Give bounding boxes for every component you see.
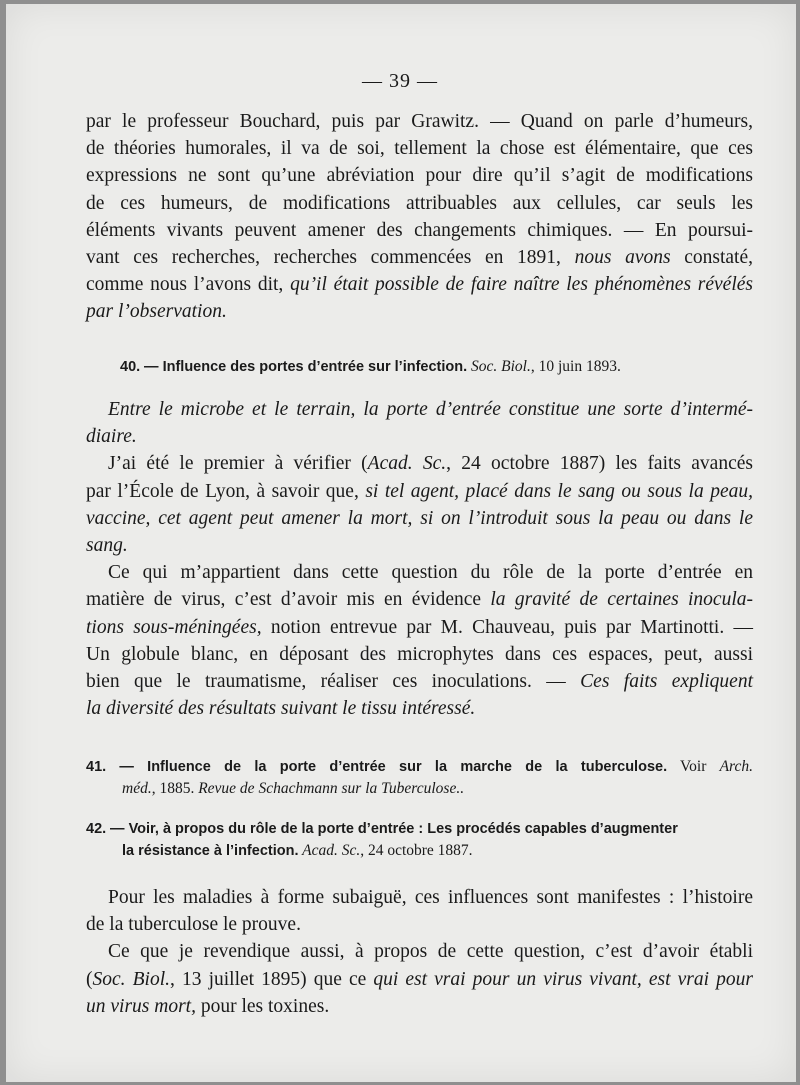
text-line: par le professeur Bouchard, puis par Grawitz. — Quand on parle d’humeurs, <box>86 111 753 132</box>
text-line: Ce qui m’appartient dans cette question du rôle de la porte d’entrée en <box>108 562 753 584</box>
text-line: comme nous l’avons dit, qu’il était possible de faire naître les phénomènes révélés <box>86 274 753 296</box>
text-line: éléments vivants peuvent amener des changements chimiques. — En poursui- <box>86 219 753 241</box>
paragraph-final <box>86 884 753 1020</box>
entry-title: — Influence des portes d’entrée sur l’infection. <box>144 359 468 375</box>
text-line: Pour les maladies à forme subaiguë, ces influences sont manifestes : l’histoire <box>108 887 753 908</box>
text-line: la diversité des résultats suivant le tissu intéressé. <box>86 698 476 720</box>
entry-42: 42. — Voir, à propos du rôle de la porte d’entrée : Les procédés capables d’augmenter la résistance à l’infection. Acad. Sc., 24 octobre 1887. <box>86 821 678 859</box>
entry-40-heading: 40. — Influence des portes d’entrée sur l’infection. Soc. Biol., 10 juin 1893. <box>120 358 621 375</box>
entry-title: — Influence de la porte d’entrée sur la marche de la tuberculose. <box>119 759 668 775</box>
entry-40-body <box>86 396 753 722</box>
entry-number: 40. <box>120 359 141 375</box>
entry-number: 42. <box>86 821 107 837</box>
entry-number: 41. <box>86 759 107 775</box>
text-line: Un globule blanc, en déposant des microphytes dans ces espaces, peut, aussi <box>86 643 753 665</box>
text-line: vant ces recherches, recherches commencées en 1891, nous avons constaté, <box>86 246 753 268</box>
entry-title: — Voir, à propos du rôle de la porte d’entrée : Les procédés capables d’augmenter <box>110 821 678 837</box>
text-line: par l’observation. <box>86 301 227 323</box>
text-line: de théories humorales, il va de soi, tellement la chose est élémentaire, que ces <box>86 138 753 160</box>
text-line: vaccine, cet agent peut amener la mort, si on l’introduit sous la peau ou dans le <box>86 507 753 529</box>
text-line: de la tuberculose le prouve. <box>86 914 301 936</box>
text-line: Ce que je revendique aussi, à propos de cette question, c’est d’avoir établi <box>108 941 753 963</box>
text-line: (Soc. Biol., 13 juillet 1895) que ce qui est vrai pour un virus vivant, est vrai pour <box>86 968 753 990</box>
page-number: — 39 — <box>362 70 438 92</box>
paragraph-intro <box>86 108 753 326</box>
text-line: un virus mort, pour les toxines. <box>86 995 330 1017</box>
text-line: matière de virus, c’est d’avoir mis en évidence la gravité de certaines inocula- <box>86 589 753 611</box>
text-line: expressions ne sont qu’une abréviation pour dire qu’il s’agit de modifications <box>86 165 753 187</box>
text-line: J’ai été le premier à vérifier (Acad. Sc., 24 octobre 1887) les faits avancés <box>108 453 753 475</box>
text-line: Entre le microbe et le terrain, la porte d’entrée constitue une sorte d’intermé- <box>108 399 753 420</box>
text-line: tions sous-méningées, notion entrevue par M. Chauveau, puis par Martinotti. — <box>86 616 753 638</box>
text-line: bien que le traumatisme, réaliser ces inoculations. — Ces faits expliquent <box>86 670 753 692</box>
text-line: diaire. <box>86 426 137 448</box>
entry-41: 41. — Influence de la porte d’entrée sur la marche de la tuberculose. Voir Arch. méd., 1885. Revue de Schachmann sur la Tuberculose.. <box>86 758 754 797</box>
text-line: sang. <box>86 534 128 556</box>
text-line: de ces humeurs, de modifications attribuables aux cellules, car seuls les <box>86 192 753 214</box>
text-line: par l’École de Lyon, à savoir que, si tel agent, placé dans le sang ou sous la peau, <box>86 480 753 502</box>
